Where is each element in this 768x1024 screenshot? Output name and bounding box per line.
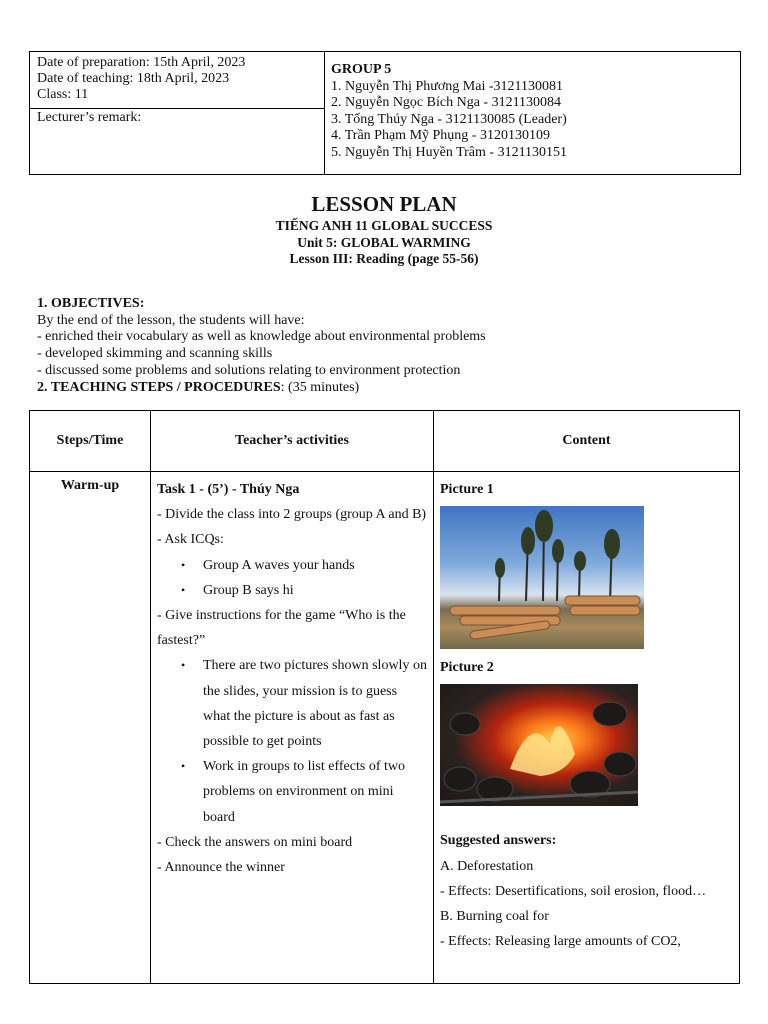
picture-1-label: Picture 1 bbox=[440, 482, 494, 497]
subject-heading: TIẾNG ANH 11 GLOBAL SUCCESS bbox=[275, 218, 493, 233]
icq-list bbox=[157, 553, 427, 603]
info-left bbox=[30, 52, 325, 174]
objective-item: - discussed some problems and solutions relating to environment protection bbox=[37, 362, 461, 378]
header-teacher-activities: Teacher’s activities bbox=[151, 411, 434, 472]
group-member: 5. Nguyễn Thị Huyền Trâm - 3121130151 bbox=[331, 144, 568, 160]
instructions-list bbox=[157, 653, 427, 829]
lecturer-remark: Lecturer’s remark: bbox=[37, 110, 142, 125]
answer-b-effects: - Effects: Releasing large amounts of CO2, bbox=[440, 934, 681, 950]
list-item: • There are two pictures shown slowly on the slides, your mission is to guess what the picture is about as fast as possible to get points bbox=[203, 653, 427, 754]
teacher-line: - Announce the winner bbox=[157, 860, 285, 876]
lesson-heading: Lesson III: Reading (page 55-56) bbox=[289, 251, 479, 266]
steps-title: 2. TEACHING STEPS / PROCEDURES bbox=[37, 379, 281, 395]
teacher-line: - Divide the class into 2 groups (group A and B) bbox=[157, 507, 427, 523]
info-box bbox=[29, 51, 741, 175]
group-member: 1. Nguyễn Thị Phương Mai -3121130081 bbox=[331, 78, 563, 94]
list-item: • Work in groups to list effects of two problems on environment on mini board bbox=[203, 754, 427, 830]
objective-item: - enriched their vocabulary as well as knowledge about environmental problems bbox=[37, 329, 486, 345]
teacher-line: - Check the answers on mini board bbox=[157, 834, 353, 850]
group-member: 4. Trần Phạm Mỹ Phụng - 3120130109 bbox=[331, 128, 550, 144]
task-title: Task 1 - (5’) - Thúy Nga bbox=[157, 482, 300, 497]
table-row bbox=[30, 472, 740, 984]
teacher-line: - Give instructions for the game “Who is the fastest?” bbox=[157, 608, 406, 649]
class-label: Class: 11 bbox=[37, 87, 89, 102]
header-steps-time: Steps/Time bbox=[30, 411, 151, 472]
list-item: • Group B says hi bbox=[203, 578, 427, 603]
answer-a: A. Deforestation bbox=[440, 858, 534, 874]
dates-block bbox=[30, 52, 324, 109]
content-cell bbox=[434, 472, 740, 984]
burning-coal-image bbox=[440, 684, 638, 806]
steps-duration: : (35 minutes) bbox=[280, 379, 360, 395]
objectives-title: 1. OBJECTIVES: bbox=[37, 296, 145, 311]
date-of-teaching: Date of teaching: 18th April, 2023 bbox=[37, 71, 230, 86]
group-member: 2. Nguyễn Ngọc Bích Nga - 3121130084 bbox=[331, 95, 562, 111]
deforestation-image bbox=[440, 506, 644, 649]
lesson-plan-title: LESSON PLAN bbox=[311, 192, 457, 216]
answer-b: B. Burning coal for bbox=[440, 909, 549, 925]
teacher-cell bbox=[151, 472, 434, 984]
lesson-table bbox=[29, 410, 740, 984]
objective-item: - developed skimming and scanning skills bbox=[37, 346, 273, 362]
objectives-section bbox=[37, 296, 737, 396]
teacher-line: - Ask ICQs: bbox=[157, 532, 224, 548]
date-of-preparation: Date of preparation: 15th April, 2023 bbox=[37, 55, 246, 70]
step-cell: Warm-up bbox=[30, 472, 151, 984]
group-block bbox=[325, 52, 740, 174]
picture-2-label: Picture 2 bbox=[440, 660, 494, 676]
objectives-intro: By the end of the lesson, the students will have: bbox=[37, 312, 305, 328]
answer-a-effects: - Effects: Desertifications, soil erosion, flood… bbox=[440, 883, 707, 899]
list-item: • Group A waves your hands bbox=[203, 553, 427, 578]
table-header-row bbox=[30, 411, 740, 472]
suggested-answers-title: Suggested answers: bbox=[440, 833, 557, 849]
unit-heading: Unit 5: GLOBAL WARMING bbox=[297, 235, 471, 250]
header-content: Content bbox=[434, 411, 740, 472]
group-member: 3. Tống Thúy Nga - 3121130085 (Leader) bbox=[331, 111, 567, 127]
group-title: GROUP 5 bbox=[331, 62, 392, 77]
